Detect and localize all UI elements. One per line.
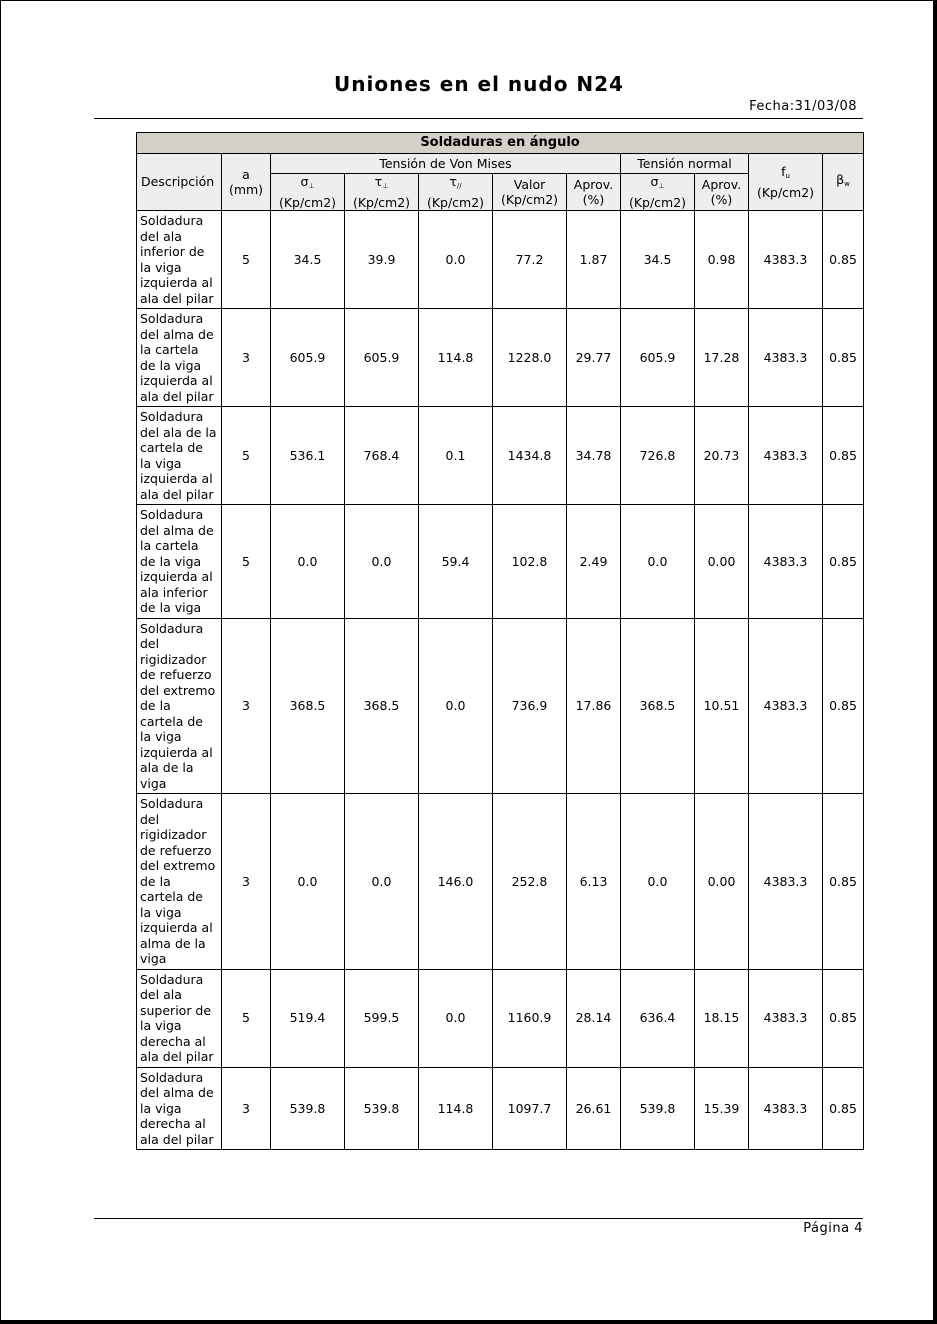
cell-sigma: 34.5 [271, 211, 345, 309]
date-label: Fecha: [749, 99, 795, 114]
cell-sigma-n: 726.8 [621, 407, 695, 505]
cell-tau-perp: 605.9 [345, 309, 419, 407]
cell-sigma: 0.0 [271, 505, 345, 619]
cell-desc: Soldadura del alma de la cartela de la viga izquierda al ala del pilar [137, 309, 222, 407]
col-group-tension-normal: Tensión normal [621, 154, 749, 174]
cell-tau-par: 0.1 [419, 407, 493, 505]
cell-desc: Soldadura del rigidizador de refuerzo del extremo de la cartela de la viga izquierda al ala de la viga [137, 618, 222, 794]
cell-valor: 1160.9 [493, 969, 567, 1067]
col-a: a (mm) [222, 154, 271, 211]
cell-desc: Soldadura del alma de la cartela de la viga izquierda al ala inferior de la viga [137, 505, 222, 619]
cell-valor: 77.2 [493, 211, 567, 309]
cell-a: 5 [222, 407, 271, 505]
table-row [137, 1067, 864, 1150]
cell-sigma-n: 0.0 [621, 505, 695, 619]
cell-a: 3 [222, 794, 271, 970]
page-title: Uniones en el nudo N24 [334, 72, 624, 96]
cell-desc: Soldadura del rigidizador de refuerzo del extremo de la cartela de la viga izquierda al alma de la viga [137, 794, 222, 970]
page-label: Página [803, 1221, 850, 1236]
cell-a: 3 [222, 618, 271, 794]
cell-tau-par: 114.8 [419, 309, 493, 407]
cell-aprov-n: 18.15 [695, 969, 749, 1067]
cell-sigma: 536.1 [271, 407, 345, 505]
col-aprov-vm: Aprov. (%) [567, 174, 621, 211]
footer-divider [94, 1218, 863, 1219]
cell-a: 3 [222, 309, 271, 407]
cell-sigma: 0.0 [271, 794, 345, 970]
cell-aprov-n: 17.28 [695, 309, 749, 407]
cell-valor: 736.9 [493, 618, 567, 794]
col-tau-perp: $\tau_\perp$ (Kp/cm2) [345, 174, 419, 211]
table-row [137, 505, 864, 619]
date [749, 99, 857, 114]
col-aprov-normal: Aprov. (%) [695, 174, 749, 211]
cell-desc: Soldadura del ala de la cartela de la viga izquierda al ala del pilar [137, 407, 222, 505]
cell-a: 3 [222, 1067, 271, 1150]
cell-aprov-n: 0.00 [695, 794, 749, 970]
cell-valor: 1434.8 [493, 407, 567, 505]
cell-aprov-vm: 1.87 [567, 211, 621, 309]
cell-beta: 0.85 [823, 794, 864, 970]
cell-aprov-vm: 26.61 [567, 1067, 621, 1150]
cell-aprov-vm: 28.14 [567, 969, 621, 1067]
cell-desc: Soldadura del ala superior de la viga derecha al ala del pilar [137, 969, 222, 1067]
cell-aprov-n: 0.00 [695, 505, 749, 619]
cell-sigma: 519.4 [271, 969, 345, 1067]
cell-sigma: 368.5 [271, 618, 345, 794]
cell-tau-perp: 39.9 [345, 211, 419, 309]
welds-table [136, 132, 864, 1150]
col-tau-par: $\tau_{//}$ (Kp/cm2) [419, 174, 493, 211]
cell-sigma: 605.9 [271, 309, 345, 407]
col-sigma-perp: $\sigma_\perp$ (Kp/cm2) [271, 174, 345, 211]
cell-tau-perp: 768.4 [345, 407, 419, 505]
cell-beta: 0.85 [823, 618, 864, 794]
table-row [137, 794, 864, 970]
table-row [137, 618, 864, 794]
cell-aprov-vm: 34.78 [567, 407, 621, 505]
date-value: 31/03/08 [794, 99, 857, 114]
cell-beta: 0.85 [823, 1067, 864, 1150]
cell-sigma-n: 34.5 [621, 211, 695, 309]
page-value: 4 [854, 1221, 863, 1236]
cell-valor: 1097.7 [493, 1067, 567, 1150]
cell-tau-par: 0.0 [419, 211, 493, 309]
cell-fu: 4383.3 [749, 211, 823, 309]
cell-beta: 0.85 [823, 309, 864, 407]
cell-a: 5 [222, 505, 271, 619]
table-row [137, 309, 864, 407]
cell-a: 5 [222, 969, 271, 1067]
cell-valor: 252.8 [493, 794, 567, 970]
table-row [137, 407, 864, 505]
cell-sigma-n: 636.4 [621, 969, 695, 1067]
cell-aprov-n: 15.39 [695, 1067, 749, 1150]
col-sigma-normal: $\sigma_\perp$ (Kp/cm2) [621, 174, 695, 211]
cell-a: 5 [222, 211, 271, 309]
col-group-von-mises: Tensión de Von Mises [271, 154, 621, 174]
cell-sigma-n: 539.8 [621, 1067, 695, 1150]
cell-fu: 4383.3 [749, 969, 823, 1067]
cell-sigma-n: 605.9 [621, 309, 695, 407]
cell-tau-par: 146.0 [419, 794, 493, 970]
cell-tau-par: 0.0 [419, 618, 493, 794]
table-row [137, 211, 864, 309]
cell-aprov-vm: 6.13 [567, 794, 621, 970]
cell-fu: 4383.3 [749, 407, 823, 505]
header-divider [94, 118, 863, 119]
cell-fu: 4383.3 [749, 1067, 823, 1150]
cell-aprov-vm: 2.49 [567, 505, 621, 619]
cell-aprov-n: 20.73 [695, 407, 749, 505]
cell-beta: 0.85 [823, 407, 864, 505]
table-caption: Soldaduras en ángulo [137, 133, 864, 154]
cell-aprov-vm: 29.77 [567, 309, 621, 407]
cell-fu: 4383.3 [749, 618, 823, 794]
cell-beta: 0.85 [823, 211, 864, 309]
page-number [803, 1221, 863, 1236]
cell-tau-perp: 0.0 [345, 794, 419, 970]
cell-tau-perp: 599.5 [345, 969, 419, 1067]
cell-valor: 102.8 [493, 505, 567, 619]
cell-fu: 4383.3 [749, 794, 823, 970]
cell-desc: Soldadura del ala inferior de la viga izquierda al ala del pilar [137, 211, 222, 309]
cell-desc: Soldadura del alma de la viga derecha al ala del pilar [137, 1067, 222, 1150]
cell-sigma-n: 0.0 [621, 794, 695, 970]
cell-tau-par: 114.8 [419, 1067, 493, 1150]
cell-tau-par: 0.0 [419, 969, 493, 1067]
table-row [137, 969, 864, 1067]
cell-tau-perp: 368.5 [345, 618, 419, 794]
cell-fu: 4383.3 [749, 309, 823, 407]
col-fu: $f_u$ (Kp/cm2) [749, 154, 823, 211]
cell-tau-par: 59.4 [419, 505, 493, 619]
cell-aprov-vm: 17.86 [567, 618, 621, 794]
cell-valor: 1228.0 [493, 309, 567, 407]
cell-tau-perp: 0.0 [345, 505, 419, 619]
col-beta: $\beta_w$ [823, 154, 864, 211]
cell-aprov-n: 0.98 [695, 211, 749, 309]
cell-fu: 4383.3 [749, 505, 823, 619]
cell-beta: 0.85 [823, 969, 864, 1067]
cell-sigma-n: 368.5 [621, 618, 695, 794]
cell-aprov-n: 10.51 [695, 618, 749, 794]
cell-tau-perp: 539.8 [345, 1067, 419, 1150]
cell-beta: 0.85 [823, 505, 864, 619]
cell-sigma: 539.8 [271, 1067, 345, 1150]
col-descripcion: Descripción [137, 154, 222, 211]
col-valor: Valor (Kp/cm2) [493, 174, 567, 211]
